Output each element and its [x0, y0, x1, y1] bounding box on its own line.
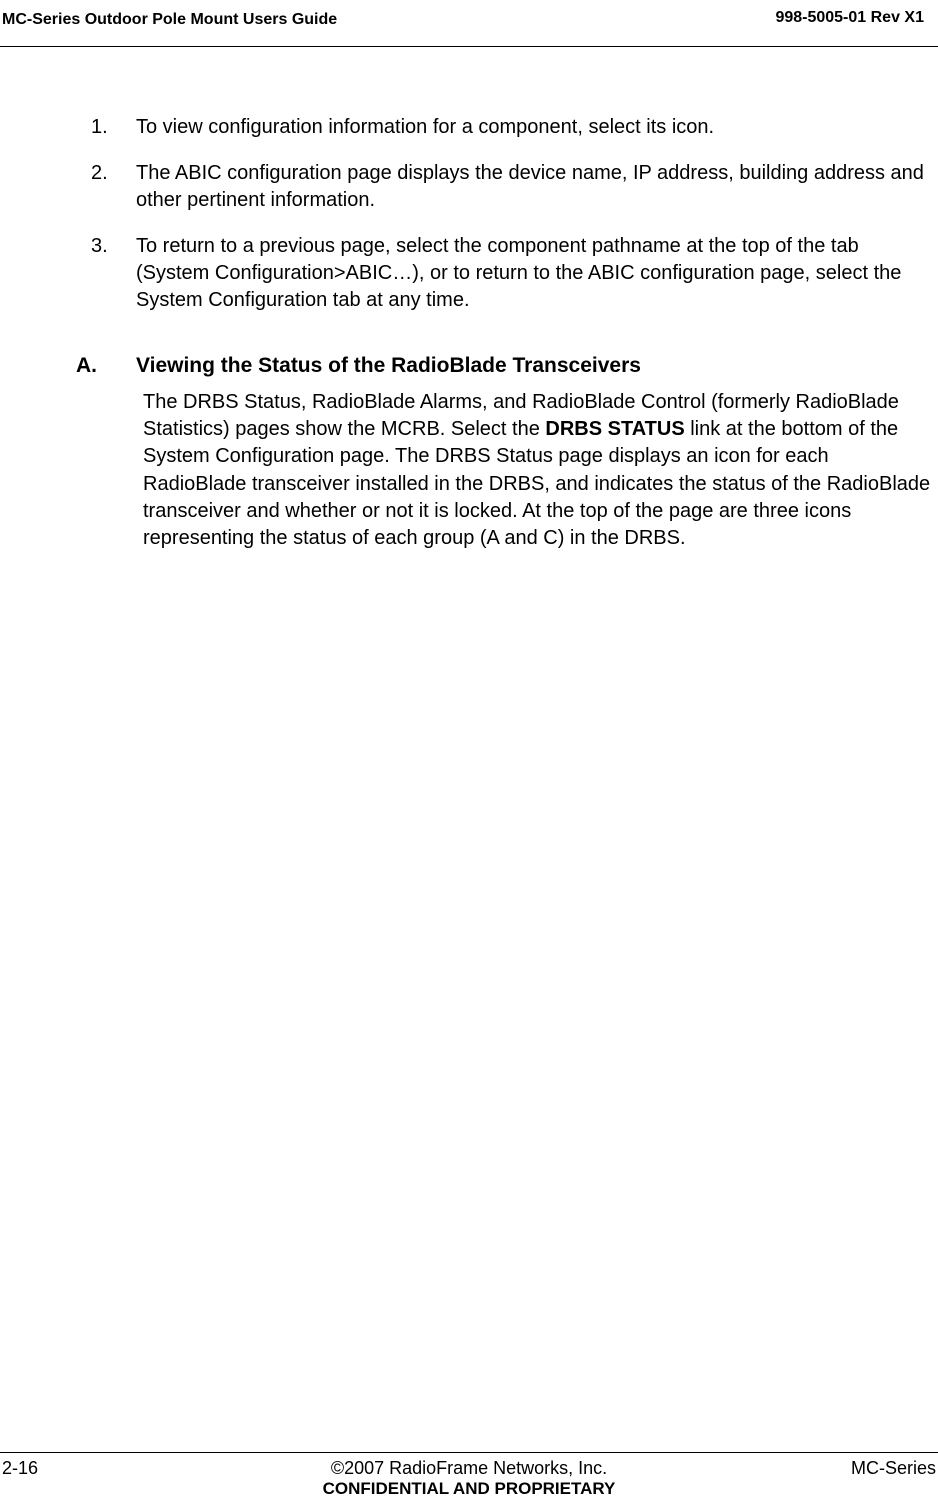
product-name: MC-Series: [850, 1458, 936, 1478]
page-header: [0, 0, 938, 47]
page-footer: [0, 1452, 938, 1498]
paragraph-text: The DRBS Status, RadioBlade Alarms, and RadioBlade Control (formerly RadioBlade Statistics) pages show the MCRB. Select the: [143, 391, 899, 441]
step-text: To view configuration information for a component, select its icon.: [136, 116, 715, 138]
step-text: The ABIC configuration page displays the device name, IP address, building address and other pertinent information.: [136, 162, 924, 211]
confidential-notice: CONFIDENTIAL AND PROPRIETARY: [322, 1479, 616, 1498]
section-paragraph: [143, 389, 933, 552]
section-letter: A.: [76, 354, 97, 377]
step-number: 1.: [91, 116, 108, 138]
step-number: 3.: [91, 235, 108, 257]
step-text: To return to a previous page, select the component pathname at the top of the tab (System Configuration>ABIC…), or to return to the ABIC configuration page, select the System Configuration tab at any time.: [136, 235, 902, 311]
list-item: [0, 160, 938, 214]
list-item: [0, 233, 938, 314]
paragraph-bold-link-name: DRBS STATUS: [545, 418, 685, 441]
list-item: [0, 114, 938, 141]
section-title: Viewing the Status of the RadioBlade Transceivers: [136, 354, 641, 377]
paragraph-text: link at the bottom of the System Configuration page. The DRBS Status page displays an icon for each RadioBlade transceiver installed in the DRBS, and indicates the status of the RadioBlade transceiver and whether or not it is locked. At the top of the page are three icons representing the status of each group (A and C) in the DRBS.: [143, 418, 931, 550]
document-title: MC-Series Outdoor Pole Mount Users Guide: [2, 11, 338, 28]
page-number: 2-16: [2, 1458, 39, 1478]
numbered-steps-list: [0, 114, 938, 333]
step-number: 2.: [91, 162, 108, 184]
copyright-notice: ©2007 RadioFrame Networks, Inc.: [330, 1458, 608, 1478]
document-number: 998-5005-01 Rev X1: [775, 9, 924, 26]
